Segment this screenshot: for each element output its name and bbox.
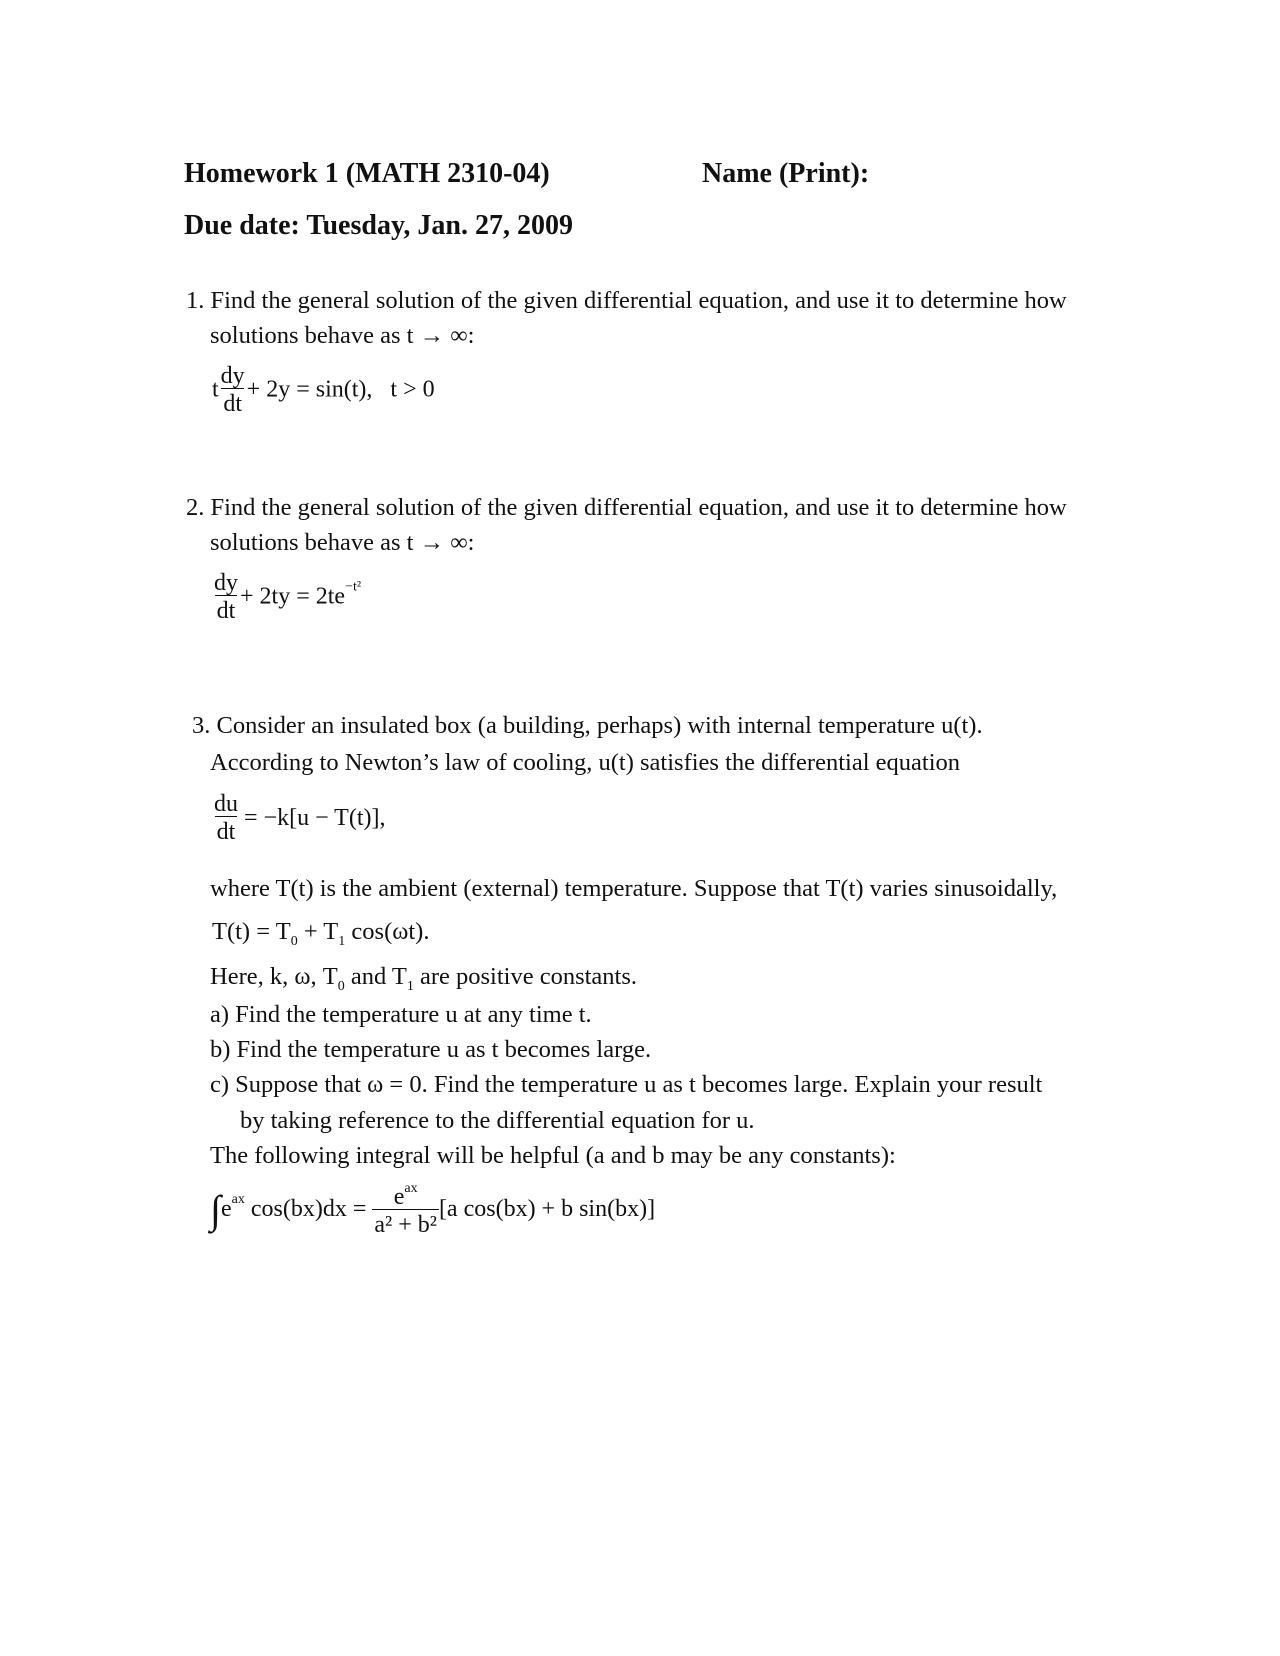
problem1-equation [212, 364, 435, 416]
problem2-line2: solutions behave as t → ∞: [210, 529, 475, 556]
int-frac-num-wrap [392, 1182, 420, 1209]
integral-sign: ∫ [210, 1187, 221, 1233]
p3-frac-num: du [214, 791, 238, 817]
p2-frac-den: dt [215, 595, 238, 623]
problem3-line2: According to Newton’s law of cooling, u(t) satisfies the differential equation [210, 749, 961, 776]
part-b: b) Find the temperature u as t becomes large. [210, 1036, 652, 1063]
problem3-equation [212, 792, 385, 844]
int-frac-den: a² + b² [372, 1209, 439, 1237]
constants-line [210, 962, 637, 996]
here-a: Here, k, ω, T [210, 963, 338, 990]
p1-frac-den: dt [221, 388, 244, 416]
p1-frac-num: dy [220, 363, 245, 389]
p3-fraction [212, 792, 240, 844]
p2-eq-post: + 2ty = 2te [240, 583, 346, 610]
temp-mid: + T [297, 918, 339, 945]
int-fraction [372, 1182, 439, 1237]
here-sub0: 0 [337, 979, 345, 994]
integral-hint: The following integral will be helpful (a and b may be any constants): [210, 1142, 896, 1169]
name-print-label: Name (Print): [702, 158, 870, 189]
int-exp: ax [231, 1192, 245, 1208]
temp-lhs: T(t) = T [212, 918, 291, 945]
problem3-line3: where T(t) is the ambient (external) temperature. Suppose that T(t) varies sinusoidally, [210, 875, 1058, 902]
temp-sub1: 1 [338, 934, 346, 949]
problem1-line2: solutions behave as t → ∞: [210, 322, 475, 349]
int-num-exp: ax [404, 1181, 418, 1196]
temp-rhs: cos(ωt). [345, 918, 430, 945]
p1-eq-pre: t [212, 376, 219, 403]
here-b: and T [344, 963, 407, 990]
p2-fraction [212, 571, 240, 623]
problem2-equation [212, 571, 361, 623]
part-a: a) Find the temperature u at any time t. [210, 1001, 592, 1028]
p2-eq-exponent: −t² [345, 579, 362, 595]
p1-fraction [219, 364, 247, 416]
p2-frac-num: dy [214, 570, 238, 596]
integral-formula [210, 1182, 655, 1237]
int-rhs: [a cos(bx) + b sin(bx)] [438, 1196, 656, 1222]
problem2-line1: 2. Find the general solution of the given differential equation, and use it to determine how [186, 494, 1067, 521]
temperature-equation [212, 917, 429, 951]
int-body: cos(bx)dx = [244, 1196, 367, 1222]
here-sub1: 1 [406, 979, 414, 994]
here-c: are positive constants. [413, 963, 638, 990]
p1-eq-post: + 2y = sin(t), t > 0 [246, 376, 435, 403]
p3-frac-den: dt [215, 816, 238, 844]
part-c-line1: c) Suppose that ω = 0. Find the temperature u as t becomes large. Explain your result [210, 1071, 1043, 1098]
temp-sub0: 0 [290, 934, 298, 949]
part-c-line2: by taking reference to the differential equation for u. [240, 1107, 755, 1134]
int-e: e [220, 1196, 232, 1222]
problem3-line1: 3. Consider an insulated box (a building, perhaps) with internal temperature u(t). [192, 712, 983, 739]
homework-title: Homework 1 (MATH 2310-04) [184, 158, 550, 189]
p3-eq-post: = −k[u − T(t)], [244, 804, 386, 831]
problem1-line1: 1. Find the general solution of the given differential equation, and use it to determine how [186, 287, 1067, 314]
int-num: e [393, 1184, 405, 1210]
due-date: Due date: Tuesday, Jan. 27, 2009 [184, 210, 573, 241]
